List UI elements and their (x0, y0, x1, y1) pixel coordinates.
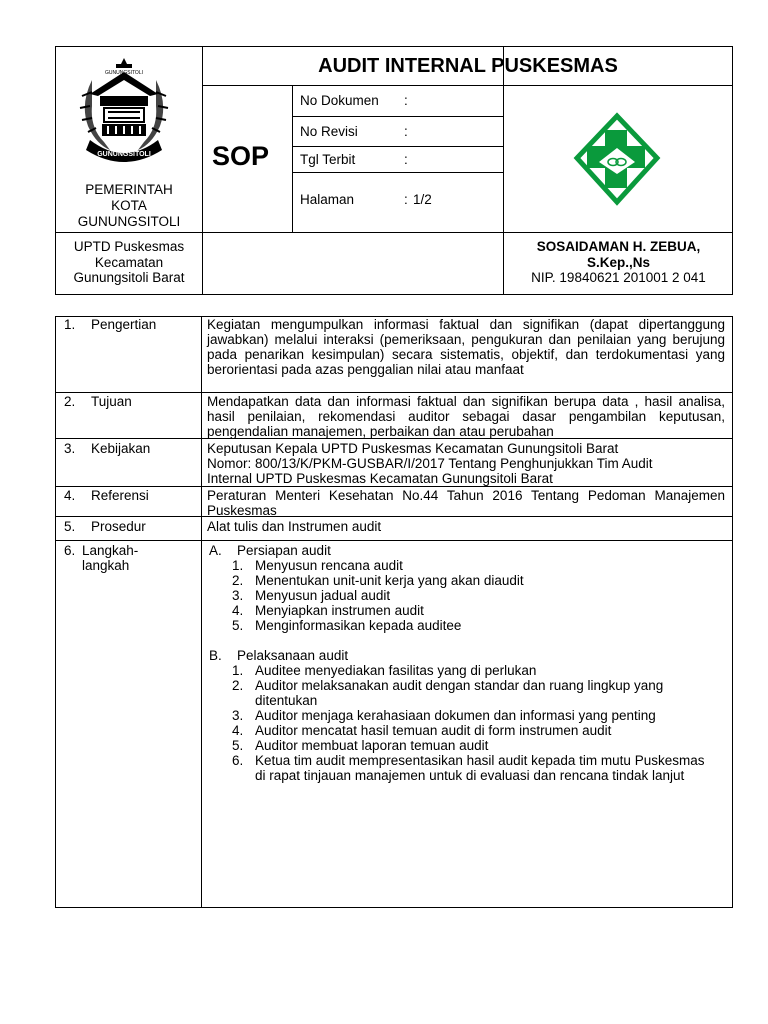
divider (55, 486, 733, 487)
step-item: Auditee menyediakan fasilitas yang di perlukan (255, 663, 537, 678)
step-number: 5. (232, 738, 244, 753)
section-number: 4. (64, 488, 76, 503)
unit-label (56, 239, 202, 286)
step-number: 1. (232, 663, 244, 678)
section-number: 5. (64, 519, 76, 534)
section-text (207, 441, 727, 486)
step-item: Menginformasikan kepada auditee (255, 618, 462, 633)
divider (201, 316, 202, 907)
step-item: Menyusun jadual audit (255, 588, 391, 603)
gov-line: KOTA (111, 198, 147, 213)
divider (55, 540, 733, 541)
field-colon: : (404, 93, 408, 108)
step-item: Menyusun rencana audit (255, 558, 403, 573)
step-title: Persiapan audit (237, 543, 331, 558)
divider (293, 146, 503, 147)
document-title: AUDIT INTERNAL PUSKESMAS (318, 55, 618, 77)
step-number: 3. (232, 588, 244, 603)
policy-line: Internal UPTD Puskesmas Kecamatan Gunungsitoli Barat (207, 471, 553, 486)
field-colon: : (404, 192, 408, 207)
field-value: 1/2 (413, 192, 432, 207)
step-number: 1. (232, 558, 244, 573)
step-letter: B. (209, 648, 222, 663)
section-label: Prosedur (91, 519, 146, 534)
divider (203, 85, 733, 86)
step-item: Auditor mencatat hasil temuan audit di form instrumen audit (255, 723, 612, 738)
divider (293, 172, 503, 173)
step-item: Auditor menjaga kerahasiaan dokumen dan informasi yang penting (255, 708, 656, 723)
field-label: Tgl Terbit (300, 152, 356, 167)
gov-line: GUNUNGSITOLI (77, 214, 181, 229)
divider (55, 392, 733, 393)
step-item: Auditor melaksanakan audit dengan standar dan ruang lingkup yang ditentukan (255, 678, 664, 708)
divider (55, 232, 733, 233)
divider (292, 86, 293, 232)
step-item: Menentukan unit-unit kerja yang akan diaudit (255, 573, 524, 588)
section-number: 1. (64, 317, 76, 332)
step-number: 2. (232, 573, 244, 588)
sop-label: SOP (212, 141, 270, 171)
section-text: Alat tulis dan Instrumen audit (207, 519, 382, 534)
section-label: Pengertian (91, 317, 157, 332)
section-label: Tujuan (91, 394, 132, 409)
field-label: Halaman (300, 192, 355, 207)
step-number: 4. (232, 723, 244, 738)
section-text: Kegiatan mengumpulkan informasi faktual dan signifikan (dapat dipertanggung jawabkan) melalui interaksi (pemeriksaan, pengukuran dan penilaian yang berujung pada penarikan kesimpulan) secara sistematis, objektif, dan terdokumentasi yang berorientasi pada azas penggalian nilai atau manfaat (207, 317, 725, 377)
government-label (56, 182, 202, 230)
signer-nip: NIP. 19840621 201001 2 041 (531, 270, 706, 285)
svg-text:GUNUNGSITOLI: GUNUNGSITOLI (97, 151, 151, 158)
section-number: 6. (64, 543, 76, 558)
policy-line: Nomor: 800/13/K/PKM-GUSBAR/I/2017 Tentang Penghunjukkan Tim Audit (207, 456, 653, 471)
step-number: 3. (232, 708, 244, 723)
section-number: 2. (64, 394, 76, 409)
section-text: Peraturan Menteri Kesehatan No.44 Tahun 2016 Tentang Pedoman Manajemen Puskesmas (207, 488, 725, 518)
policy-line: Keputusan Kepala UPTD Puskesmas Kecamatan Gunungsitoli Barat (207, 441, 619, 456)
section-label: Langkah- (82, 543, 139, 558)
field-label: No Revisi (300, 124, 358, 139)
unit-line: Gunungsitoli Barat (73, 270, 185, 285)
svg-text:GUNUNGSITOLI: GUNUNGSITOLI (105, 70, 143, 76)
step-item: Ketua tim audit mempresentasikan hasil audit kepada tim mutu Puskesmas di rapat tinjauan manajemen untuk di evaluasi dan rencana tindak lanjut (255, 753, 705, 783)
city-emblem-icon (70, 54, 178, 170)
divider (202, 46, 203, 294)
unit-line: UPTD Puskesmas (73, 239, 185, 254)
field-label: No Dokumen (300, 93, 379, 108)
field-colon: : (404, 152, 408, 167)
section-label: langkah (82, 558, 130, 573)
divider (293, 116, 503, 117)
section-text: Mendapatkan data dan informasi faktual dan signifikan berupa data , hasil analisa, hasil penilaian, rekomendasi auditor sebagai dasar pengambilan keputusan, pengendalian manajemen, perbaikan dan atau perubahan (207, 394, 725, 439)
gov-line: PEMERINTAH (85, 182, 173, 197)
step-title: Pelaksanaan audit (237, 648, 349, 663)
section-label: Kebijakan (91, 441, 151, 456)
step-number: 5. (232, 618, 244, 633)
step-number: 4. (232, 603, 244, 618)
unit-line: Kecamatan (94, 254, 164, 270)
field-colon: : (404, 124, 408, 139)
step-letter: A. (209, 543, 222, 558)
section-label: Referensi (91, 488, 149, 503)
step-number: 2. (232, 678, 244, 693)
section-number: 3. (64, 441, 76, 456)
signer-block (504, 239, 733, 286)
signer-title: S.Kep.,Ns (586, 254, 651, 270)
step-number: 6. (232, 753, 244, 768)
step-item: Menyiapkan instrumen audit (255, 603, 424, 618)
puskesmas-logo-icon (571, 112, 663, 208)
signer-name: SOSAIDAMAN H. ZEBUA, (536, 239, 701, 254)
step-item: Auditor membuat laporan temuan audit (255, 738, 489, 753)
